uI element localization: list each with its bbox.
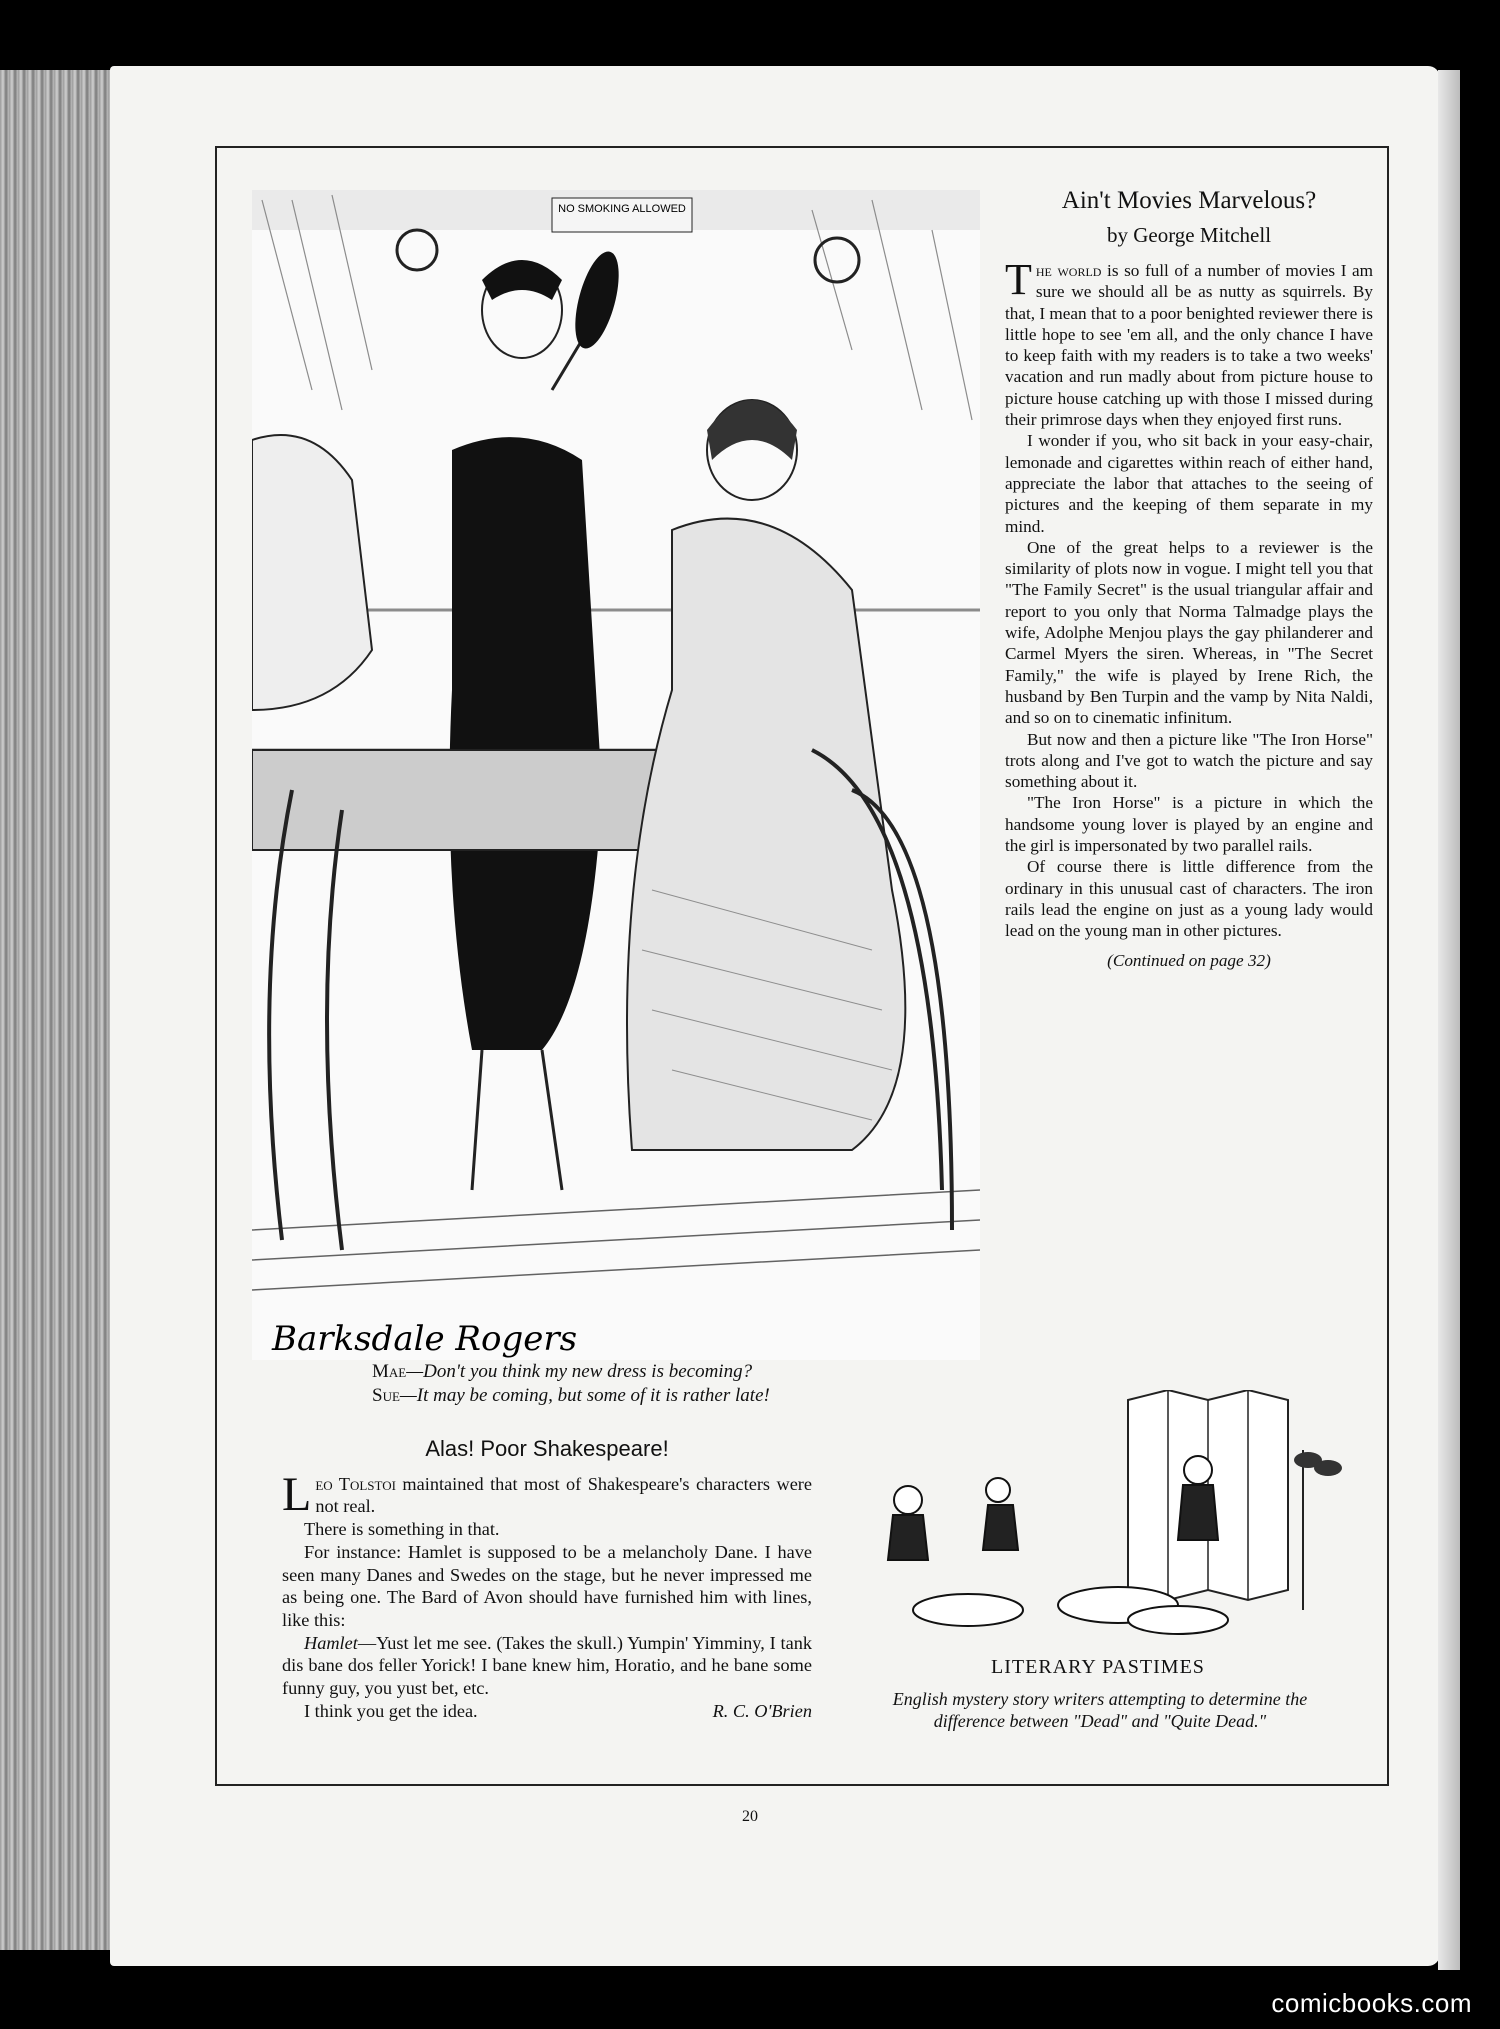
sign-text: NO SMOKING ALLOWED (558, 203, 686, 215)
shakespeare-paragraph-2: There is something in that. (304, 1519, 500, 1540)
article-paragraph-6: Of course there is little difference from the ordinary in this unusual cast of characters. The iron rails lead the engine on just as a young lady would lead on the young man in other pictures. (1005, 857, 1373, 941)
shakespeare-author: R. C. O'Brien (712, 1700, 812, 1721)
shakespeare-lead: eo Tolstoi (315, 1473, 396, 1494)
shakespeare-paragraph-1-text: maintained that most of Shakespeare's characters were not real. (315, 1473, 813, 1517)
continued-note: (Continued on page 32) (1107, 950, 1271, 970)
caption-speaker-1: Mae (372, 1361, 407, 1382)
caption-text-1: —Don't you think my new dress is becoming? (406, 1361, 753, 1382)
article-movies (1005, 186, 1373, 971)
shakespeare-paragraph-3: For instance: Hamlet is supposed to be a melancholy Dane. I have seen many Danes and Swedes on the stage, but he never impressed me as being one. The Bard of Avon should have furnished him with lines, like this: (282, 1541, 812, 1630)
shakespeare-closing: I think you get the idea. (304, 1700, 478, 1721)
illustration-dressing-room (252, 190, 980, 1360)
article-paragraph-2: I wonder if you, who sit back in your easy-chair, lemonade and cigarettes within reach of either hand, appreciate the labor that attaches to the seeing of pictures and the keeping of them separate in my mind. (1005, 431, 1373, 536)
lead-smallcaps: he world (1035, 261, 1102, 280)
artist-signature: Barksdale Rogers (272, 1319, 578, 1359)
hamlet-line: —Yust let me see. (Takes the skull.) Yumpin' Yimminy, I tank dis bane dos feller Yorick! I bane knew him, Horatio, and he bane some funny guy, you yust bet, etc. (282, 1632, 812, 1699)
page-number: 20 (742, 1808, 758, 1825)
article-paragraph-3: One of the great helps to a reviewer is the similarity of plots now in vogue. I might tell you that "The Family Secret" is the usual triangular affair and report to you only that Norma Talmadge plays the wife, Adolphe Menjou plays the gay philanderer and Carmel Myers the siren. Whereas, in "The Secret Family," the wife is played by Irene Rich, the husband by Ben Turpin and the vamp by Nita Naldi, and so on to cinematic infinitum. (1005, 537, 1373, 728)
watermark: comicbooks.com (1271, 1988, 1472, 2018)
caption-text-2: —It may be coming, but some of it is rather late! (399, 1385, 770, 1406)
shakespeare-title: Alas! Poor Shakespeare! (425, 1436, 669, 1461)
shakespeare-paragraph-5 (282, 1700, 812, 1723)
article-title: Ain't Movies Marvelous? (1061, 187, 1317, 214)
article-byline: by George Mitchell (1106, 223, 1272, 247)
shakespeare-paragraph-4 (282, 1632, 812, 1700)
shakespeare-paragraph-1 (282, 1467, 813, 1521)
article-shakespeare (282, 1438, 812, 1722)
cartoon-literary-pastimes (848, 1390, 1348, 1650)
cartoon-title: LITERARY PASTIMES (991, 1656, 1205, 1678)
hamlet-speaker: Hamlet (304, 1632, 358, 1653)
article-paragraph-1 (1005, 255, 1373, 430)
article-paragraph-5: "The Iron Horse" is a picture in which the handsome young lover is played by an engine and the girl is impersonated by two parallel rails. (1005, 793, 1373, 856)
page-right-edge (1438, 70, 1460, 1970)
dropcap: T (1005, 255, 1032, 304)
article-paragraph-1-text: is so full of a number of movies I am sure we should all be as nutty as squirrels. By that, I mean that to a poor benighted reviewer there is little hope to see 'em all, and the only chance I have to keep faith with my readers is to take a two weeks' vacation and run madly about from picture house to picture house catching up with those I missed during their primrose days when they enjoyed first runs. (1005, 261, 1373, 430)
book-page-edges (0, 70, 120, 1950)
article-paragraph-4: But now and then a picture like "The Iron Horse" trots along and I've got to watch the picture and say something about it. (1005, 729, 1373, 792)
shakespeare-dropcap: L (282, 1467, 312, 1521)
cartoon-caption: English mystery story writers attempting to determine the difference between "Dead" and "Quite Dead." (892, 1689, 1308, 1731)
caption-speaker-2: Sue (372, 1385, 400, 1406)
caption-line-1 (372, 1360, 992, 1384)
